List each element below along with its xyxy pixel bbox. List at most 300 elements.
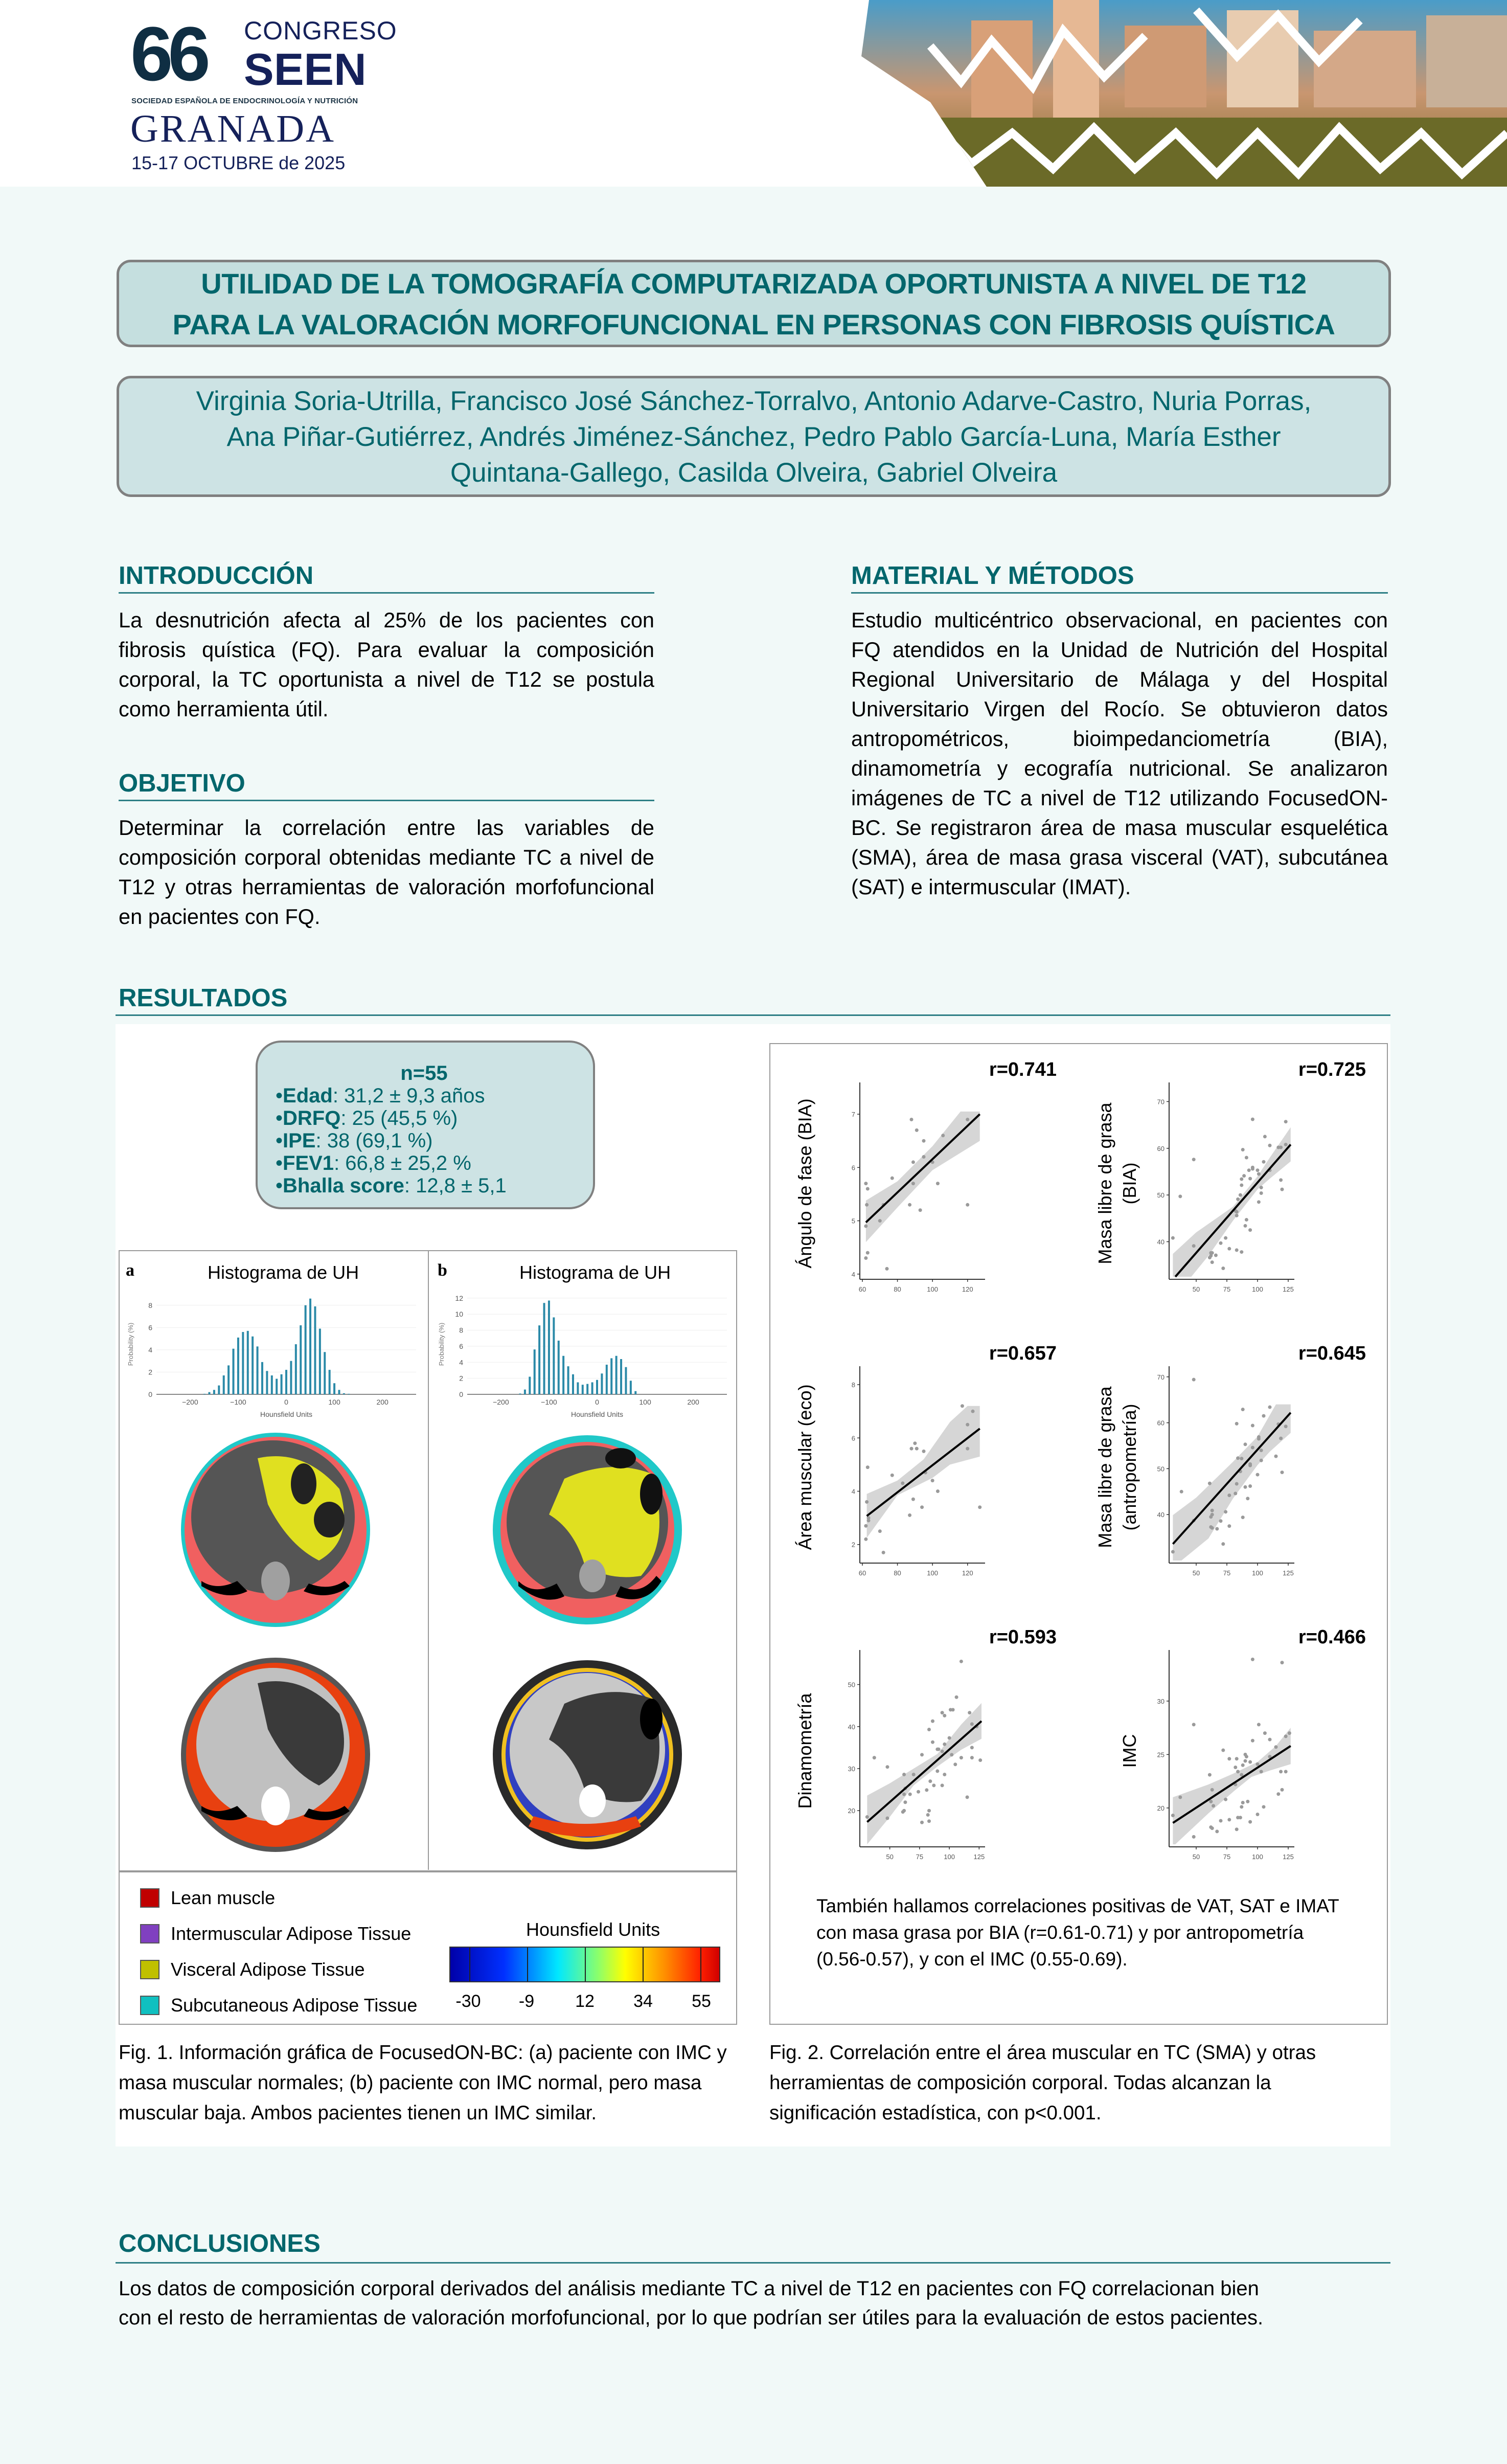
data-point: [864, 1182, 867, 1185]
x-tick-label: 60: [858, 1285, 866, 1293]
data-point: [1244, 1442, 1247, 1446]
regression-line: [1175, 1144, 1291, 1277]
x-tick-label: 100: [927, 1569, 938, 1577]
histogram-bar: [634, 1391, 636, 1394]
data-point: [971, 1410, 975, 1413]
authors-box: [117, 376, 1391, 497]
x-tick-label: 75: [1223, 1285, 1231, 1293]
data-point: [1245, 1156, 1248, 1160]
data-point: [864, 1256, 867, 1260]
objetivo-rule: [119, 800, 654, 801]
stat-row: •DRFQ: 25 (45,5 %): [276, 1107, 458, 1129]
data-point: [1284, 1120, 1288, 1123]
data-point: [950, 1753, 953, 1756]
x-axis-label: Hounsfield Units: [260, 1410, 312, 1418]
data-point: [917, 1790, 920, 1794]
data-point: [937, 1748, 941, 1751]
scatter-plot: [794, 1626, 1057, 1861]
histogram-bar: [290, 1361, 292, 1394]
authors-line-3: Quintana-Gallego, Casilda Olveira, Gabriel Olveira: [450, 458, 1058, 488]
histogram-bar: [324, 1352, 326, 1394]
data-point: [1279, 1770, 1283, 1773]
histogram-bar: [606, 1365, 608, 1394]
data-point: [902, 1809, 906, 1813]
data-point: [1235, 1210, 1239, 1214]
x-tick-label: 120: [962, 1285, 973, 1293]
introduccion-heading: INTRODUCCIÓN: [119, 562, 314, 590]
data-point: [878, 1529, 882, 1533]
x-tick-label: 120: [962, 1569, 973, 1577]
colorbar-tick: 12: [575, 1992, 595, 2011]
histogram-bar: [233, 1349, 235, 1394]
data-point: [920, 1821, 924, 1824]
data-point: [902, 1773, 906, 1776]
data-point: [935, 1769, 939, 1773]
data-point: [1241, 1148, 1245, 1151]
data-point: [1236, 1197, 1240, 1201]
stat-row: •Edad: 31,2 ± 9,3 años: [276, 1084, 485, 1107]
y-axis-label: (antropometría): [1119, 1404, 1140, 1531]
correlation-label: r=0.657: [989, 1343, 1057, 1364]
panel-label-a: a: [126, 1261, 134, 1280]
colorbar-divider: [469, 1948, 470, 1981]
data-point: [1215, 1527, 1219, 1531]
histogram-bar: [582, 1385, 584, 1394]
data-point: [1208, 1773, 1212, 1777]
data-point: [1274, 1745, 1278, 1749]
data-point: [936, 1182, 940, 1185]
y-axis-label: (BIA): [1119, 1162, 1140, 1205]
data-point: [1281, 1188, 1284, 1191]
colorbar-tick: 34: [633, 1992, 653, 2011]
data-point: [1288, 1731, 1291, 1735]
poster-header: [0, 0, 1507, 187]
confidence-band: [867, 1703, 981, 1844]
histogram-bar: [247, 1331, 249, 1394]
histogram-bar: [329, 1370, 331, 1394]
x-tick-label: −100: [541, 1398, 557, 1406]
colorbar-tick: -9: [518, 1992, 535, 2011]
data-point: [1248, 1177, 1252, 1181]
data-point: [1219, 1819, 1223, 1823]
x-tick-label: 0: [595, 1398, 599, 1406]
data-point: [1171, 1814, 1175, 1817]
correlation-label: r=0.466: [1298, 1626, 1366, 1648]
data-point: [1209, 1800, 1213, 1803]
y-tick-label: 40: [848, 1723, 855, 1731]
conclusiones-rule: [116, 2262, 1390, 2264]
histogram-bar: [586, 1384, 588, 1394]
histogram-bar: [562, 1356, 564, 1394]
cohort-size: n=55: [400, 1062, 448, 1084]
data-point: [1256, 1762, 1260, 1766]
histogram-bar: [548, 1301, 550, 1394]
histogram-bar: [309, 1299, 311, 1394]
x-tick-label: 100: [1252, 1285, 1263, 1293]
correlation-label: r=0.645: [1298, 1343, 1366, 1364]
histogram-bar: [285, 1370, 287, 1394]
histogram-bar: [534, 1349, 536, 1394]
y-tick-label: 8: [851, 1381, 855, 1389]
data-point: [903, 1800, 907, 1804]
ct-segmentation-a: [135, 1428, 421, 1642]
data-point: [1276, 1792, 1280, 1796]
histogram-bar: [572, 1374, 574, 1394]
data-point: [867, 1519, 871, 1522]
figure-1-caption-line: muscular baja. Ambos pacientes tienen un IMC similar.: [119, 2102, 597, 2124]
data-point: [1256, 1473, 1260, 1477]
data-point: [951, 1708, 955, 1711]
legend-swatch: [140, 1888, 159, 1908]
histogram-bar: [333, 1383, 335, 1394]
histogram-bar: [252, 1337, 254, 1394]
x-tick-label: 100: [1252, 1853, 1263, 1861]
histogram-bar: [625, 1367, 627, 1394]
y-tick-label: 60: [1157, 1144, 1164, 1152]
data-point: [931, 1720, 934, 1723]
data-point: [941, 1134, 945, 1137]
histogram-bar: [314, 1306, 316, 1394]
data-point: [1208, 1482, 1212, 1485]
data-point: [908, 1513, 911, 1517]
authors-line-1: Virginia Soria-Utrilla, Francisco José Sánchez-Torralvo, Antonio Adarve-Castro, Nuria Porras,: [196, 386, 1312, 416]
data-point: [1251, 1167, 1254, 1170]
data-point: [1257, 1200, 1261, 1204]
x-tick-label: 75: [1223, 1569, 1231, 1577]
data-point: [1211, 1509, 1214, 1512]
histogram-b-title: Histograma de UH: [519, 1262, 671, 1283]
figure-1-caption: [119, 2038, 737, 2128]
logo-dates: 15-17 OCTUBRE de 2025: [131, 152, 346, 173]
histogram-bar: [567, 1366, 569, 1394]
x-tick-label: 125: [1283, 1853, 1294, 1861]
x-axis-label: Hounsfield Units: [571, 1410, 623, 1418]
y-tick-label: 6: [459, 1342, 463, 1350]
histogram-bar: [295, 1344, 297, 1394]
data-point: [1227, 1494, 1231, 1497]
authors-line-2: Ana Piñar-Gutiérrez, Andrés Jiménez-Sánchez, Pedro Pablo García-Luna, María Esther: [226, 422, 1281, 452]
data-point: [1284, 1770, 1288, 1773]
data-point: [901, 1481, 904, 1485]
y-tick-label: 25: [1157, 1751, 1164, 1759]
data-point: [926, 1813, 930, 1817]
y-tick-label: 4: [459, 1358, 463, 1367]
histogram-bar: [524, 1390, 526, 1394]
data-point: [1192, 1723, 1196, 1726]
y-tick-label: 2: [459, 1374, 463, 1383]
data-point: [1245, 1755, 1248, 1758]
data-point: [1260, 1459, 1263, 1462]
histogram-bar: [519, 1393, 521, 1394]
data-point: [936, 1489, 940, 1493]
data-point: [1235, 1422, 1239, 1426]
data-point: [1239, 1193, 1242, 1197]
data-point: [1260, 1449, 1263, 1452]
figure-2-caption-line: significación estadística, con p<0.001.: [769, 2102, 1102, 2124]
y-axis-label: Probability (%): [127, 1322, 134, 1366]
data-point: [1248, 1228, 1252, 1232]
cohort-stats-box: [256, 1041, 595, 1209]
histogram-bar: [276, 1379, 278, 1394]
data-point: [882, 1551, 885, 1554]
histogram-bar: [577, 1382, 579, 1394]
data-point: [978, 1758, 982, 1762]
histogram-bar: [610, 1358, 612, 1394]
y-tick-label: 20: [848, 1807, 855, 1815]
histogram-bar: [630, 1381, 632, 1394]
x-tick-label: 80: [894, 1569, 901, 1577]
histogram-bar: [601, 1373, 603, 1394]
colorbar-title: Hounsfield Units: [526, 1919, 660, 1940]
y-tick-label: 12: [455, 1294, 463, 1302]
data-point: [927, 1819, 931, 1823]
correlation-label: r=0.741: [989, 1059, 1057, 1080]
data-point: [941, 1750, 944, 1753]
data-point: [1171, 1550, 1175, 1553]
histogram-bar: [615, 1356, 618, 1394]
histogram-b: [436, 1286, 737, 1421]
figure-1-legend: [119, 1871, 737, 2025]
data-point: [1192, 1835, 1196, 1839]
data-point: [1260, 1186, 1263, 1189]
data-point: [1251, 1739, 1254, 1743]
data-point: [1227, 1818, 1231, 1821]
data-point: [1235, 1827, 1239, 1831]
data-point: [885, 1765, 889, 1769]
panel-divider: [428, 1251, 429, 1870]
data-point: [902, 1793, 906, 1796]
introduccion-rule: [119, 592, 654, 594]
data-point: [1211, 1526, 1214, 1530]
introduccion-text: La desnutrición afecta al 25% de los pacientes con fibrosis quística (FQ). Para evaluar la composición corporal, la TC oportunista a nivel de T12 se postula como herramienta útil.: [119, 608, 654, 721]
data-point: [922, 1450, 926, 1453]
x-tick-label: −200: [182, 1398, 198, 1406]
histogram-bar: [227, 1365, 230, 1394]
y-tick-label: 7: [851, 1111, 855, 1119]
x-tick-label: 125: [1283, 1569, 1294, 1577]
histogram-bar: [529, 1377, 531, 1394]
data-point: [1260, 1191, 1263, 1195]
histogram-bar: [305, 1305, 307, 1394]
data-point: [1274, 1455, 1278, 1458]
data-point: [1240, 1178, 1243, 1181]
x-tick-label: 100: [927, 1285, 938, 1293]
data-point: [1240, 1250, 1243, 1254]
data-point: [955, 1696, 958, 1699]
histogram-a: [125, 1286, 426, 1421]
data-point: [1241, 1764, 1245, 1767]
x-tick-label: 75: [916, 1853, 924, 1861]
correlation-scatter-grid: [770, 1044, 1389, 1883]
legend-label: Intermuscular Adipose Tissue: [171, 1923, 412, 1944]
data-point: [1244, 1224, 1247, 1228]
data-point: [1244, 1759, 1247, 1762]
data-point: [885, 1817, 889, 1820]
x-tick-label: 100: [639, 1398, 651, 1406]
data-point: [865, 1203, 869, 1207]
data-point: [1241, 1516, 1245, 1519]
data-point: [922, 1155, 926, 1159]
legend-label: Subcutaneous Adipose Tissue: [171, 1995, 418, 2016]
data-point: [970, 1756, 974, 1759]
data-point: [1256, 1168, 1260, 1172]
data-point: [1268, 1144, 1272, 1147]
hounsfield-colorbar: [449, 1947, 720, 1982]
data-point: [1260, 1770, 1263, 1773]
confidence-band: [1173, 1127, 1290, 1277]
data-point: [1236, 1770, 1240, 1773]
data-point: [865, 1815, 869, 1819]
x-tick-label: 200: [376, 1398, 389, 1406]
y-tick-label: 70: [1157, 1373, 1164, 1381]
data-point: [865, 1500, 869, 1504]
data-point: [970, 1746, 974, 1749]
data-point: [1284, 1734, 1288, 1738]
x-tick-label: 100: [328, 1398, 340, 1406]
poster-title-box: [117, 260, 1391, 347]
data-point: [966, 1203, 969, 1207]
data-point: [866, 1465, 870, 1469]
data-point: [1263, 1135, 1267, 1138]
histogram-bar: [343, 1393, 345, 1394]
data-point: [978, 1505, 981, 1509]
poster-title-line-2: PARA LA VALORACIÓN MORFOFUNCIONAL EN PERSONAS CON FIBROSIS QUÍSTICA: [172, 308, 1335, 341]
y-tick-label: 50: [848, 1681, 855, 1689]
data-point: [866, 1251, 870, 1255]
data-point: [1219, 1241, 1223, 1245]
data-point: [1224, 1236, 1227, 1240]
data-point: [1211, 1251, 1214, 1255]
x-tick-label: 80: [894, 1285, 901, 1293]
y-tick-label: 30: [848, 1765, 855, 1773]
data-point: [1281, 1471, 1284, 1474]
data-point: [864, 1224, 867, 1228]
histogram-bar: [213, 1390, 215, 1394]
data-point: [931, 1479, 934, 1482]
stat-row: •FEV1: 66,8 ± 25,2 %: [276, 1152, 471, 1174]
legend-item-imat: [140, 1923, 411, 1945]
data-point: [1251, 1446, 1254, 1450]
y-tick-label: 4: [148, 1345, 152, 1354]
poster-title-line-1: UTILIDAD DE LA TOMOGRAFÍA COMPUTARIZADA OPORTUNISTA A NIVEL DE T12: [201, 267, 1307, 300]
legend-label: Visceral Adipose Tissue: [171, 1959, 365, 1980]
histogram-bar: [591, 1382, 593, 1394]
data-point: [911, 1498, 915, 1501]
data-point: [953, 1762, 957, 1766]
histogram-bar: [271, 1375, 273, 1394]
data-point: [1224, 1510, 1227, 1513]
histogram-bar: [257, 1346, 259, 1394]
data-point: [1240, 1183, 1243, 1187]
data-point: [1211, 1513, 1214, 1517]
y-tick-label: 60: [1157, 1419, 1164, 1427]
histogram-bar: [538, 1325, 540, 1394]
data-point: [1246, 1497, 1249, 1500]
legend-label: Lean muscle: [171, 1887, 276, 1908]
figure-2-caption-line: Fig. 2. Correlación entre el área muscular en TC (SMA) y otras: [769, 2042, 1316, 2064]
data-point: [1251, 1423, 1254, 1427]
data-point: [943, 1743, 946, 1746]
data-point: [864, 1538, 867, 1541]
y-axis-label: IMC: [1119, 1734, 1140, 1768]
data-point: [1281, 1661, 1284, 1664]
correlation-label: r=0.725: [1298, 1059, 1366, 1080]
data-point: [873, 1756, 876, 1759]
data-point: [912, 1773, 916, 1776]
data-point: [1279, 1145, 1283, 1149]
data-point: [1241, 1801, 1245, 1804]
granada-banner-image: [838, 0, 1507, 187]
scatter-plot: [1119, 1626, 1366, 1861]
figure-2-caption: [769, 2038, 1388, 2128]
legend-item-vat: [140, 1958, 365, 1981]
data-point: [1192, 1378, 1196, 1382]
data-point: [1214, 1253, 1218, 1257]
y-tick-label: 40: [1157, 1238, 1164, 1246]
x-tick-label: 60: [858, 1569, 866, 1577]
y-tick-label: 6: [851, 1434, 855, 1442]
data-point: [1263, 1731, 1267, 1735]
y-tick-label: 20: [1157, 1804, 1164, 1812]
colorbar-divider: [643, 1948, 644, 1981]
logo-congreso: CONGRESO: [244, 16, 397, 45]
data-point: [1241, 1408, 1245, 1411]
data-point: [915, 1447, 919, 1451]
y-tick-label: 0: [459, 1390, 463, 1398]
data-point: [966, 1795, 969, 1799]
data-point: [1248, 1484, 1252, 1488]
regression-line: [867, 1721, 981, 1822]
data-point: [1215, 1829, 1219, 1833]
metodos-rule: [851, 592, 1388, 594]
y-axis-label: Masa libre de grasa: [1094, 1102, 1115, 1264]
data-point: [1211, 1826, 1214, 1830]
conclusiones-line: Los datos de composición corporal derivados del análisis mediante TC a nivel de T12 en pacientes con FQ correlacionan bien: [119, 2277, 1259, 2300]
data-point: [910, 1118, 914, 1121]
colorbar-tick: -30: [455, 1992, 481, 2011]
regression-line: [867, 1429, 980, 1516]
confidence-band: [1173, 1405, 1290, 1561]
banner-illustration: [838, 0, 1507, 187]
data-point: [1171, 1236, 1175, 1240]
data-point: [1227, 1524, 1231, 1528]
data-point: [1234, 1491, 1237, 1495]
data-point: [1262, 1414, 1266, 1418]
legend-item-sat: [140, 1994, 417, 2017]
histogram-bar: [208, 1392, 210, 1394]
data-point: [1244, 1485, 1247, 1489]
data-point: [931, 1740, 934, 1744]
data-point: [1245, 1218, 1248, 1222]
data-point: [1180, 1490, 1183, 1494]
data-point: [1281, 1788, 1284, 1792]
histogram-bar: [237, 1338, 239, 1394]
scatter-plot: [794, 1059, 1057, 1293]
conclusiones-heading: CONCLUSIONES: [119, 2230, 321, 2257]
data-point: [890, 1177, 894, 1180]
logo-number: 66: [130, 15, 206, 92]
correlation-label: r=0.593: [989, 1626, 1057, 1648]
histogram-bar: [281, 1374, 283, 1394]
conclusiones-text: [119, 2274, 1397, 2333]
x-tick-label: 0: [284, 1398, 288, 1406]
data-point: [1221, 1542, 1225, 1546]
y-tick-label: 40: [1157, 1511, 1164, 1519]
data-point: [1268, 1738, 1272, 1742]
legend-item-lean-muscle: [140, 1887, 275, 1909]
scatter-plot: [1094, 1343, 1366, 1577]
histogram-bar: [319, 1329, 321, 1394]
